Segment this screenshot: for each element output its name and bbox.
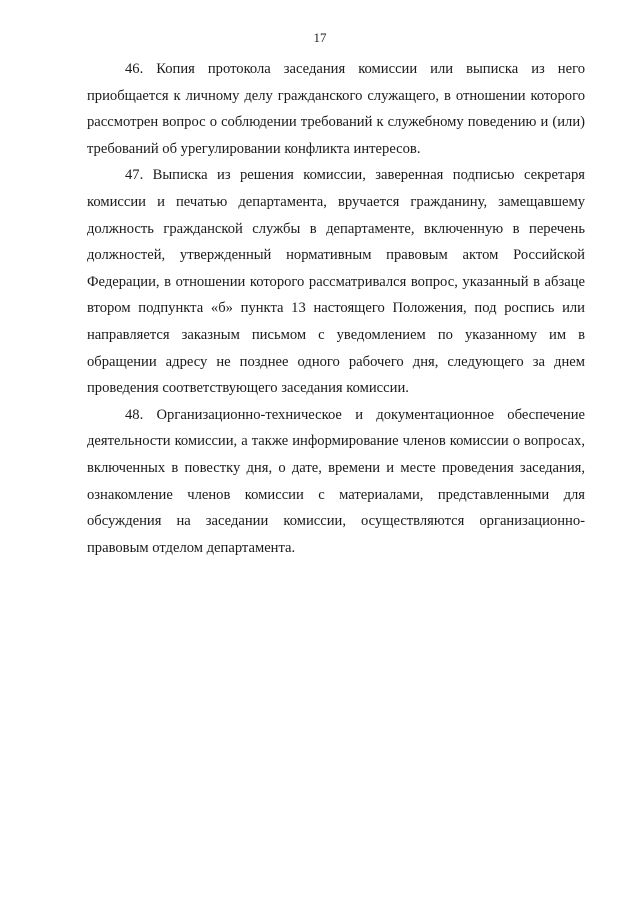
document-body [87,56,585,561]
page-number: 17 [313,30,327,45]
paragraph-47: 47. Выписка из решения комиссии, заверенная подписью секретаря комиссии и печатью департамента, вручается гражданину, замещавшему должность гражданской службы в департаменте, включенную в перечень должностей, утвержденный нормативным правовым актом Российской Федерации, в отношении которого рассматривался вопрос, указанный в абзаце втором подпункта «б» пункта 13 настоящего Положения, под роспись или направляется заказным письмом с уведомлением по указанному им в обращении адресу не позднее одного рабочего дня, следующего за днем проведения соответствующего заседания комиссии. [87,167,585,397]
paragraph-46: 46. Копия протокола заседания комиссии или выписка из него приобщается к личному делу гражданского служащего, в отношении которого рассмотрен вопрос о соблюдении требований к служебному поведению и (или) требований об урегулировании конфликта интересов. [87,61,585,157]
paragraph-48: 48. Организационно-техническое и документационное обеспечение деятельности комиссии, а также информирование членов комиссии о вопросах, включенных в повестку дня, о дате, времени и месте проведения заседания, ознакомление членов комиссии с материалами, представленными для обсуждения на заседании комиссии, осуществляются организационно-правовым отделом департамента. [87,406,585,556]
